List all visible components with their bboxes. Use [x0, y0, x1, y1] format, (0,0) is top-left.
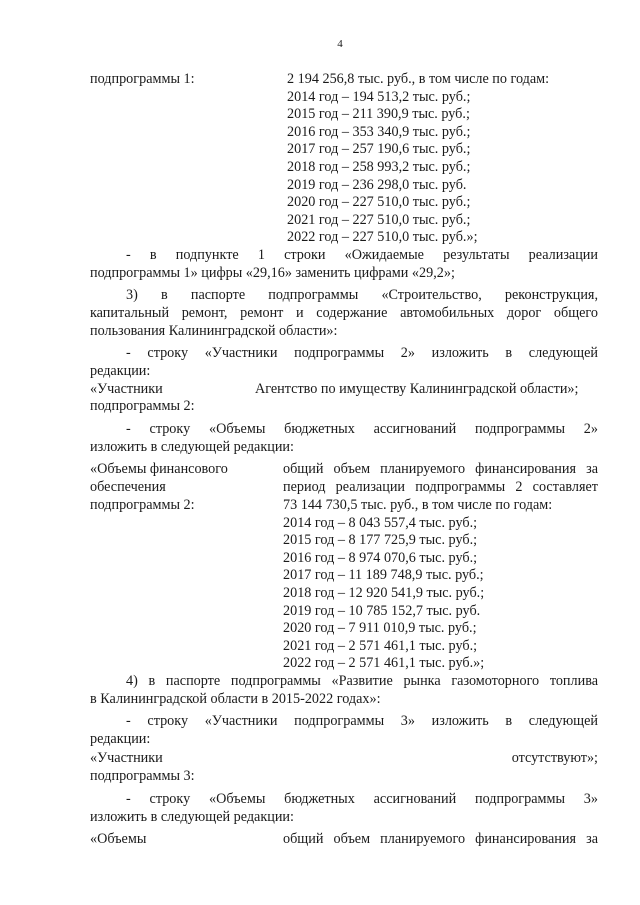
paragraph-expected-results-line2: подпрограммы 1» цифры «29,16» заменить цифрами «29,2»;: [90, 265, 455, 281]
funding-line: 2022 год – 227 510,0 тыс. руб.»;: [287, 229, 478, 246]
paragraph-item3-line2: капитальный ремонт, ремонт и содержание автомобильных дорог общего: [90, 305, 598, 321]
paragraph-participants2-line1: - строку «Участники подпрограммы 2» изложить в следующей: [126, 345, 598, 361]
funding-line: 2015 год – 211 390,9 тыс. руб.;: [287, 106, 470, 123]
funding-line: 2020 год – 7 911 010,9 тыс. руб.;: [283, 620, 477, 637]
funding-line: 2019 год – 236 298,0 тыс. руб.: [287, 176, 467, 193]
funding-line: 2018 год – 258 993,2 тыс. руб.;: [287, 158, 471, 175]
funding-line: 2021 год – 227 510,0 тыс. руб.;: [287, 211, 471, 228]
funding-line: 2021 год – 2 571 461,1 тыс. руб.;: [283, 637, 478, 654]
participants3-label-line2: подпрограммы 3:: [90, 768, 195, 784]
participants3-value: отсутствуют»;: [511, 750, 598, 766]
paragraph-participants3-line1: - строку «Участники подпрограммы 3» изложить в следующей: [126, 713, 598, 729]
paragraph-item4-line2: в Калининградской области в 2015-2022 годах»:: [90, 691, 381, 707]
funding-line: 2014 год – 194 513,2 тыс. руб.;: [287, 88, 471, 105]
funding-line: 2016 год – 353 340,9 тыс. руб.;: [287, 123, 471, 140]
subprogram2-funding: [283, 497, 552, 673]
paragraph-item4-line1: 4) в паспорте подпрограммы «Развитие рынка газомоторного топлива: [126, 673, 598, 689]
funding-line: 2018 год – 12 920 541,9 тыс. руб.;: [283, 584, 485, 601]
funding-line: 2015 год – 8 177 725,9 тыс. руб.;: [283, 532, 478, 549]
paragraph-expected-results-line1: - в подпункте 1 строки «Ожидаемые результаты реализации: [126, 247, 598, 263]
participants2-label-line2: подпрограммы 2:: [90, 398, 195, 414]
funding-line: 2022 год – 2 571 461,1 тыс. руб.»;: [283, 655, 485, 672]
paragraph-participants2-line2: редакции:: [90, 363, 151, 379]
paragraph-volumes3-line2: изложить в следующей редакции:: [90, 809, 294, 825]
funding-line: 2014 год – 8 043 557,4 тыс. руб.;: [283, 514, 478, 531]
paragraph-volumes2-line1: - строку «Объемы бюджетных ассигнований подпрограммы 2»: [126, 421, 598, 437]
subprogram3-label: «Объемы: [90, 831, 147, 847]
paragraph-volumes2-line2: изложить в следующей редакции:: [90, 439, 294, 455]
paragraph-participants3-line2: редакции:: [90, 731, 151, 747]
participants3-label-line1: «Участники: [90, 750, 163, 766]
subprogram2-funding-head2: период реализации подпрограммы 2 составляет: [283, 479, 598, 495]
paragraph-volumes3-line1: - строку «Объемы бюджетных ассигнований подпрограммы 3»: [126, 791, 598, 807]
page-number: 4: [337, 38, 343, 50]
participants2-value: Агентство по имуществу Калининградской области»;: [255, 381, 579, 397]
funding-line: 2020 год – 227 510,0 тыс. руб.;: [287, 194, 471, 211]
subprogram2-label-line2: обеспечения: [90, 479, 166, 495]
subprogram2-funding-head1: общий объем планируемого финансирования за: [283, 461, 598, 477]
paragraph-item3-line1: 3) в паспорте подпрограммы «Строительство, реконструкция,: [126, 287, 598, 303]
funding-line: 2019 год – 10 785 152,7 тыс. руб.: [283, 602, 481, 619]
subprogram1-funding: [287, 71, 549, 247]
funding-line: 73 144 730,5 тыс. руб., в том числе по годам:: [283, 497, 553, 513]
participants2-label-line1: «Участники: [90, 381, 163, 397]
subprogram2-label-line1: «Объемы финансового: [90, 461, 228, 477]
funding-line: 2017 год – 257 190,6 тыс. руб.;: [287, 141, 471, 158]
funding-line: 2016 год – 8 974 070,6 тыс. руб.;: [283, 549, 478, 566]
funding-line: 2017 год – 11 189 748,9 тыс. руб.;: [283, 567, 484, 584]
subprogram1-label: подпрограммы 1:: [90, 71, 195, 87]
paragraph-item3-line3: пользования Калининградской области»:: [90, 323, 338, 339]
subprogram3-funding-head: общий объем планируемого финансирования за: [283, 831, 598, 847]
funding-line: 2 194 256,8 тыс. руб., в том числе по годам:: [287, 71, 550, 87]
subprogram2-label-line3: подпрограммы 2:: [90, 497, 195, 513]
